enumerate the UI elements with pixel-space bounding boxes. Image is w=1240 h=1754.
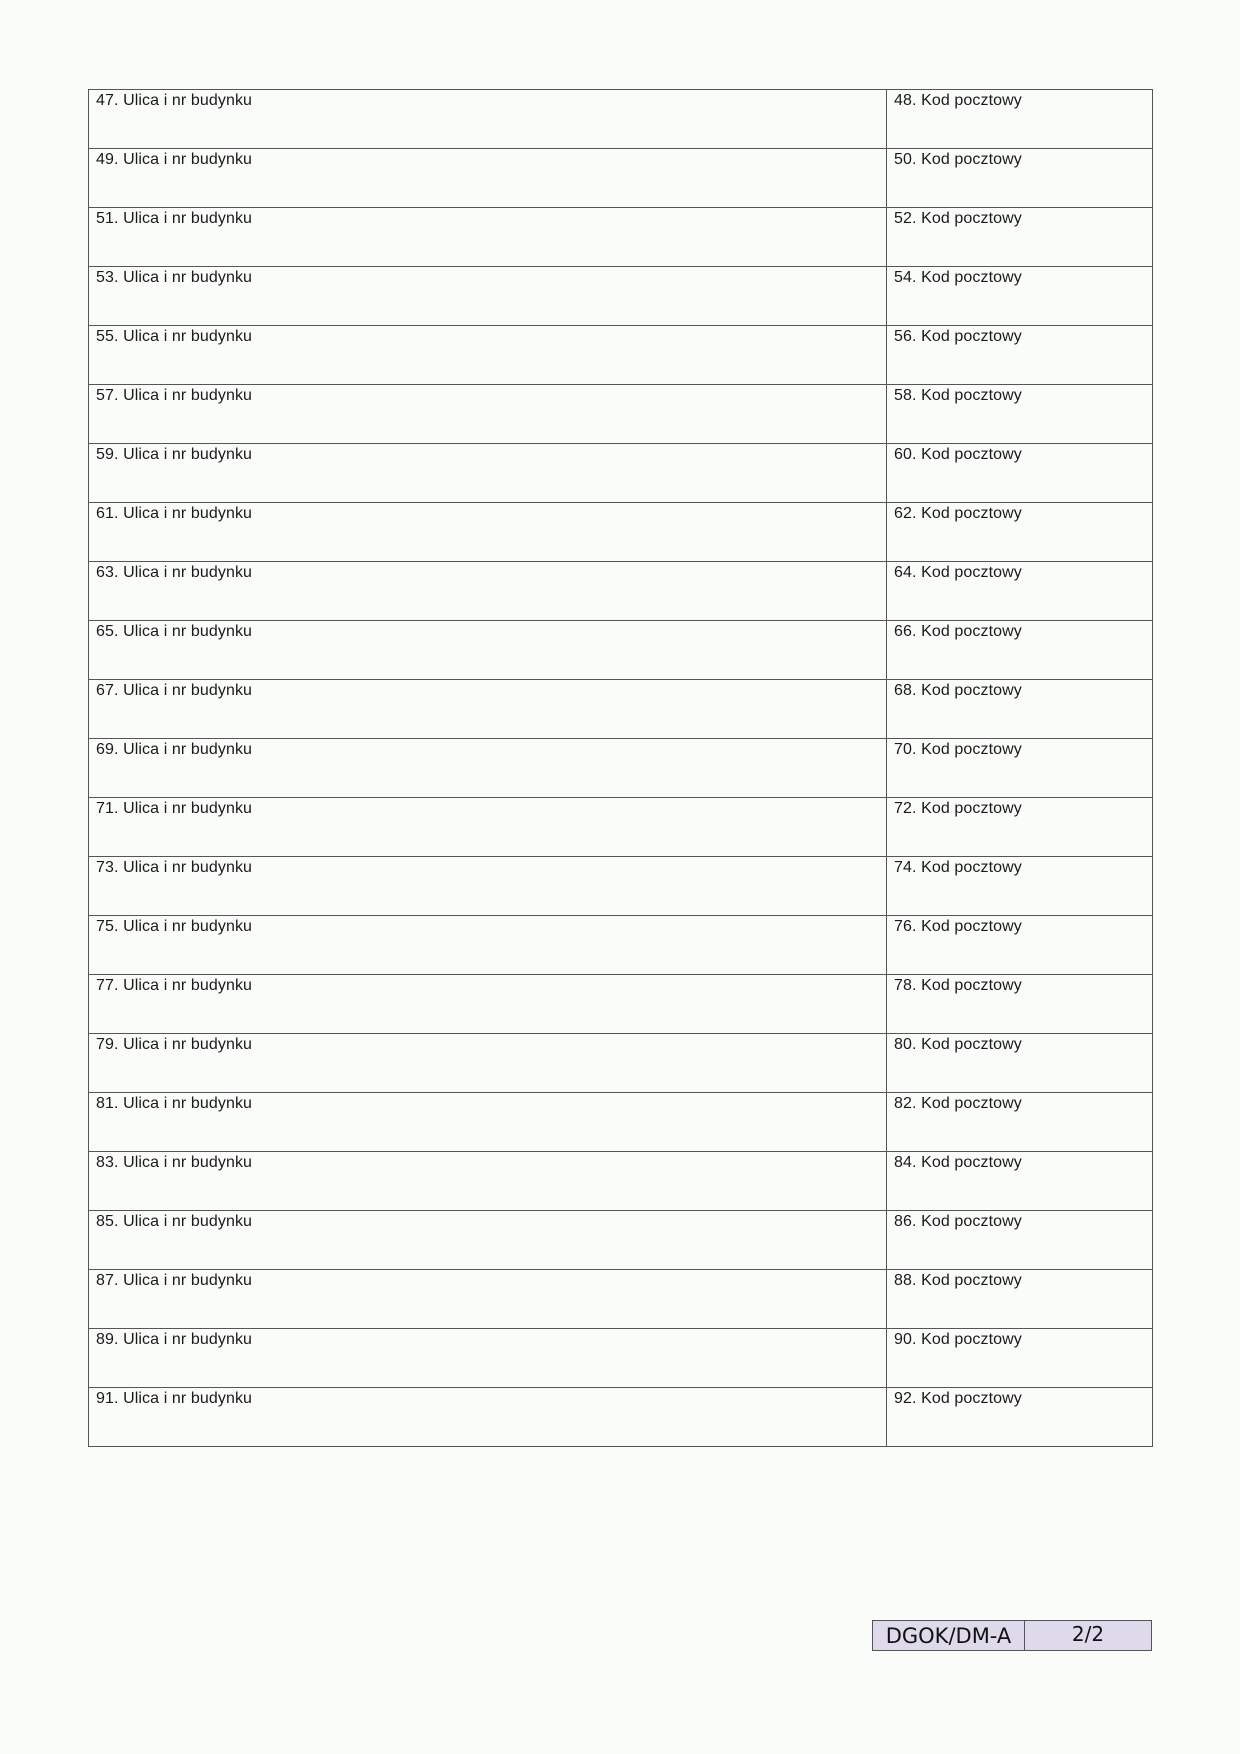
table-row xyxy=(89,975,1153,1034)
table-row xyxy=(89,1329,1153,1388)
street-field-label: 85. Ulica i nr budynku xyxy=(96,1213,253,1230)
postal-code-field[interactable] xyxy=(887,444,1153,503)
street-field-label: 65. Ulica i nr budynku xyxy=(96,623,253,640)
street-field-label: 47. Ulica i nr budynku xyxy=(96,92,253,109)
street-field[interactable] xyxy=(89,1270,887,1329)
address-rows xyxy=(89,90,1153,1447)
street-field[interactable] xyxy=(89,1152,887,1211)
street-field-label: 91. Ulica i nr budynku xyxy=(96,1390,253,1407)
postal-code-field-label: 66. Kod pocztowy xyxy=(894,623,1022,640)
postal-code-field-label: 52. Kod pocztowy xyxy=(894,210,1022,227)
postal-code-field-label: 74. Kod pocztowy xyxy=(894,859,1022,876)
postal-code-field[interactable] xyxy=(887,739,1153,798)
street-field[interactable] xyxy=(89,680,887,739)
street-field-label: 49. Ulica i nr budynku xyxy=(96,151,253,168)
postal-code-field-label: 58. Kod pocztowy xyxy=(894,387,1022,404)
street-field[interactable] xyxy=(89,798,887,857)
postal-code-field-label: 70. Kod pocztowy xyxy=(894,741,1022,758)
postal-code-field[interactable] xyxy=(887,1329,1153,1388)
postal-code-field-label: 54. Kod pocztowy xyxy=(894,269,1022,286)
table-row xyxy=(89,1093,1153,1152)
street-field[interactable] xyxy=(89,739,887,798)
postal-code-field-label: 88. Kod pocztowy xyxy=(894,1272,1022,1289)
street-field[interactable] xyxy=(89,1329,887,1388)
table-row xyxy=(89,385,1153,444)
postal-code-field[interactable] xyxy=(887,90,1153,149)
postal-code-field[interactable] xyxy=(887,680,1153,739)
postal-code-field[interactable] xyxy=(887,1034,1153,1093)
street-field[interactable] xyxy=(89,1034,887,1093)
street-field-label: 77. Ulica i nr budynku xyxy=(96,977,253,994)
street-field[interactable] xyxy=(89,562,887,621)
table-row xyxy=(89,503,1153,562)
page-number: 2/2 xyxy=(1071,1622,1105,1646)
street-field-label: 59. Ulica i nr budynku xyxy=(96,446,253,463)
table-row xyxy=(89,149,1153,208)
postal-code-field[interactable] xyxy=(887,149,1153,208)
street-field-label: 51. Ulica i nr budynku xyxy=(96,210,253,227)
postal-code-field-label: 60. Kod pocztowy xyxy=(894,446,1022,463)
street-field-label: 53. Ulica i nr budynku xyxy=(96,269,253,286)
postal-code-field-label: 90. Kod pocztowy xyxy=(894,1331,1022,1348)
street-field[interactable] xyxy=(89,621,887,680)
postal-code-field-label: 78. Kod pocztowy xyxy=(894,977,1022,994)
postal-code-field-label: 76. Kod pocztowy xyxy=(894,918,1022,935)
postal-code-field-label: 92. Kod pocztowy xyxy=(894,1390,1022,1407)
postal-code-field[interactable] xyxy=(887,1388,1153,1447)
street-field-label: 67. Ulica i nr budynku xyxy=(96,682,253,699)
table-row xyxy=(89,621,1153,680)
street-field[interactable] xyxy=(89,385,887,444)
street-field-label: 89. Ulica i nr budynku xyxy=(96,1331,253,1348)
table-row xyxy=(89,208,1153,267)
postal-code-field-label: 64. Kod pocztowy xyxy=(894,564,1022,581)
table-row xyxy=(89,1152,1153,1211)
street-field-label: 79. Ulica i nr budynku xyxy=(96,1036,253,1053)
table-row xyxy=(89,916,1153,975)
postal-code-field-label: 68. Kod pocztowy xyxy=(894,682,1022,699)
table-row xyxy=(89,798,1153,857)
table-row xyxy=(89,680,1153,739)
street-field[interactable] xyxy=(89,1388,887,1447)
table-row xyxy=(89,267,1153,326)
postal-code-field[interactable] xyxy=(887,621,1153,680)
table-row xyxy=(89,90,1153,149)
postal-code-field-label: 80. Kod pocztowy xyxy=(894,1036,1022,1053)
table-row xyxy=(89,1270,1153,1329)
postal-code-field[interactable] xyxy=(887,562,1153,621)
postal-code-field[interactable] xyxy=(887,385,1153,444)
postal-code-field[interactable] xyxy=(887,1211,1153,1270)
table-row xyxy=(89,1388,1153,1447)
postal-code-field[interactable] xyxy=(887,1270,1153,1329)
street-field[interactable] xyxy=(89,1211,887,1270)
street-field-label: 71. Ulica i nr budynku xyxy=(96,800,253,817)
postal-code-field-label: 50. Kod pocztowy xyxy=(894,151,1022,168)
table-row xyxy=(89,1211,1153,1270)
table-row xyxy=(89,1034,1153,1093)
street-field[interactable] xyxy=(89,90,887,149)
postal-code-field-label: 62. Kod pocztowy xyxy=(894,505,1022,522)
street-field[interactable] xyxy=(89,149,887,208)
street-field-label: 73. Ulica i nr budynku xyxy=(96,859,253,876)
street-field-label: 63. Ulica i nr budynku xyxy=(96,564,253,581)
street-field[interactable] xyxy=(89,326,887,385)
street-field-label: 83. Ulica i nr budynku xyxy=(96,1154,253,1171)
postal-code-field[interactable] xyxy=(887,208,1153,267)
street-field[interactable] xyxy=(89,975,887,1034)
street-field-label: 57. Ulica i nr budynku xyxy=(96,387,253,404)
form-footer xyxy=(872,1620,1152,1651)
postal-code-field[interactable] xyxy=(887,798,1153,857)
postal-code-field[interactable] xyxy=(887,326,1153,385)
street-field-label: 61. Ulica i nr budynku xyxy=(96,505,253,522)
postal-code-field-label: 84. Kod pocztowy xyxy=(894,1154,1022,1171)
table-row xyxy=(89,562,1153,621)
street-field[interactable] xyxy=(89,916,887,975)
postal-code-field[interactable] xyxy=(887,857,1153,916)
postal-code-field-label: 82. Kod pocztowy xyxy=(894,1095,1022,1112)
street-field[interactable] xyxy=(89,503,887,562)
table-row xyxy=(89,739,1153,798)
postal-code-field[interactable] xyxy=(887,503,1153,562)
address-form-table xyxy=(88,89,1153,1447)
postal-code-field-label: 48. Kod pocztowy xyxy=(894,92,1022,109)
street-field-label: 87. Ulica i nr budynku xyxy=(96,1272,253,1289)
table-row xyxy=(89,326,1153,385)
postal-code-field-label: 86. Kod pocztowy xyxy=(894,1213,1022,1230)
street-field[interactable] xyxy=(89,1093,887,1152)
postal-code-field[interactable] xyxy=(887,1152,1153,1211)
postal-code-field[interactable] xyxy=(887,916,1153,975)
street-field-label: 81. Ulica i nr budynku xyxy=(96,1095,253,1112)
street-field-label: 69. Ulica i nr budynku xyxy=(96,741,253,758)
street-field-label: 55. Ulica i nr budynku xyxy=(96,328,253,345)
postal-code-field[interactable] xyxy=(887,1093,1153,1152)
postal-code-field-label: 72. Kod pocztowy xyxy=(894,800,1022,817)
postal-code-field-label: 56. Kod pocztowy xyxy=(894,328,1022,345)
form-code: DGOK/DM-A xyxy=(873,1621,1025,1650)
street-field[interactable] xyxy=(89,208,887,267)
table-row xyxy=(89,444,1153,503)
postal-code-field[interactable] xyxy=(887,267,1153,326)
postal-code-field[interactable] xyxy=(887,975,1153,1034)
table-row xyxy=(89,857,1153,916)
street-field[interactable] xyxy=(89,267,887,326)
street-field[interactable] xyxy=(89,444,887,503)
street-field-label: 75. Ulica i nr budynku xyxy=(96,918,253,935)
street-field[interactable] xyxy=(89,857,887,916)
